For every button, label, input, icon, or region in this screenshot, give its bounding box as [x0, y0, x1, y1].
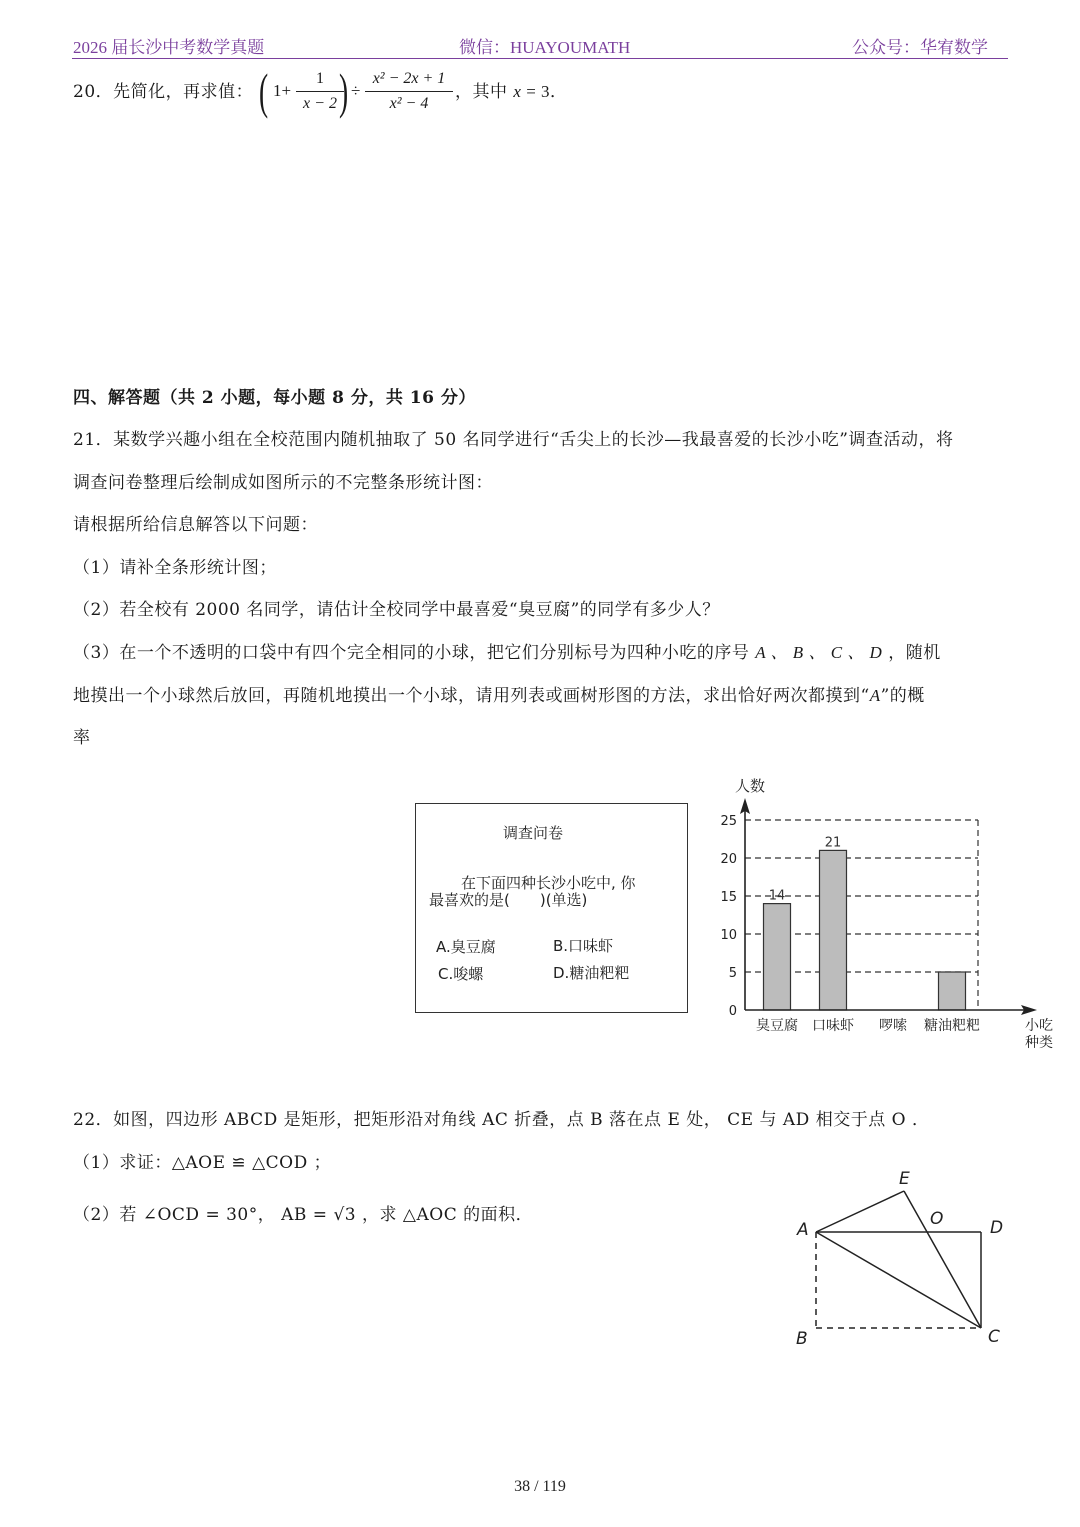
- category-label-2: 口味虾: [812, 1018, 854, 1034]
- bar-label-2: 21: [824, 835, 842, 851]
- q20-divide: ÷: [351, 81, 361, 100]
- fraction-bar: [365, 91, 453, 92]
- label-d: D: [990, 1218, 1004, 1238]
- q20-suffix-a: ，其中: [455, 82, 508, 102]
- fraction-bar: [296, 91, 344, 92]
- chart-x-label-line2: 种类: [1025, 1035, 1053, 1051]
- q21-p3b-text: 地摸出一个小球然后放回，再随机地摸出一个小球，请用列表或画树形图的方法，求出恰好两次都摸到“: [73, 686, 870, 706]
- y-tick-0: 0: [728, 1004, 737, 1019]
- bar-1: [764, 904, 791, 1010]
- category-label-1: 臭豆腐: [756, 1018, 798, 1034]
- chart-bars: [764, 835, 966, 1010]
- q20-f2-num: x² − 2x + 1: [372, 70, 446, 87]
- q22-part1: （1）求证：△AOE ≌ △COD ；: [73, 1153, 332, 1173]
- category-label-4: 糖油粑粑: [924, 1018, 980, 1034]
- q21-p3b-end: ”的概: [880, 686, 925, 706]
- bar-2: [820, 850, 847, 1010]
- bar-4: [939, 972, 966, 1010]
- header-right: 公众号：华宥数学: [852, 38, 988, 57]
- chart-x-label-line1: 小吃: [1025, 1018, 1053, 1034]
- label-o: O: [930, 1209, 944, 1229]
- chart-categories: [756, 1017, 980, 1034]
- survey-option-a: A.臭豆腐: [436, 938, 496, 956]
- category-label-3: 啰嗦: [879, 1018, 907, 1034]
- q20-one-plus: 1+: [273, 81, 292, 100]
- label-a: A: [797, 1220, 809, 1240]
- q20-fraction-1: [296, 68, 344, 115]
- bar-label-1: 14: [768, 888, 786, 904]
- y-tick-10: 10: [720, 928, 737, 943]
- q21-line2: 调查问卷整理后绘制成如图所示的不完整条形统计图：: [73, 473, 493, 493]
- label-e: E: [899, 1169, 910, 1189]
- q22-line1: 22．如图，四边形 ABCD 是矩形，把矩形沿对角线 AC 折叠，点 B 落在点 E 处， CE 与 AD 相交于点 O ．: [73, 1110, 930, 1130]
- q21-line1: 21．某数学兴趣小组在全校范围内随机抽取了 50 名同学进行“舌尖上的长沙—我最喜爱的长沙小吃”调查活动，将: [73, 430, 954, 450]
- survey-title: 调查问卷: [503, 824, 564, 842]
- q21-part3-line1: [73, 641, 941, 665]
- segment-ac: [816, 1232, 981, 1328]
- y-tick-20: 20: [720, 852, 737, 867]
- header-center: 微信：HUAYOUMATH: [459, 38, 631, 57]
- section-4-heading: 四、解答题（共 2 小题，每小题 8 分，共 16 分）: [73, 388, 476, 408]
- q20-fraction-2: [365, 68, 453, 115]
- survey-question-line2: 最喜欢的是( )(单选): [429, 891, 588, 909]
- q20-suffix: [455, 80, 568, 104]
- survey-option-b: B.口味虾: [553, 937, 614, 955]
- chart-ticks: [720, 814, 737, 1019]
- q20-var-x: x: [513, 82, 522, 101]
- segment-ae: [816, 1191, 904, 1232]
- survey-questionnaire: [415, 803, 688, 1013]
- survey-option-c: C.唆螺: [438, 965, 484, 983]
- rectangle-fold-figure: [785, 1160, 1035, 1360]
- q20-f1-den: x − 2: [303, 95, 337, 112]
- survey-option-d: D.糖油粑粑: [553, 964, 630, 982]
- label-c: C: [988, 1327, 1000, 1347]
- header-divider: [72, 58, 1008, 59]
- q21-part3-line3: 率: [73, 728, 91, 748]
- q20-paren-open: (: [259, 63, 269, 119]
- header-left: 2026 届长沙中考数学真题: [73, 38, 265, 57]
- q21-p3a-vars: A 、 B 、 C 、 D: [755, 643, 883, 662]
- bar-chart: [715, 770, 1060, 1060]
- q20-f1-num: 1: [316, 70, 324, 87]
- q21-part3-line2: [73, 684, 925, 708]
- q21-line3: 请根据所给信息解答以下问题：: [73, 515, 318, 535]
- label-b: B: [796, 1329, 808, 1349]
- q21-part2: （2）若全校有 2000 名同学，请估计全校同学中最喜爱“臭豆腐”的同学有多少人？: [73, 600, 720, 620]
- q21-p3a-end: ，随机: [888, 643, 941, 663]
- q20-f2-den: x² − 4: [389, 95, 429, 112]
- q22-part2: （2）若 ∠OCD = 30°， AB = √3 ，求 △AOC 的面积．: [73, 1205, 534, 1225]
- y-tick-25: 25: [720, 814, 737, 829]
- q21-p3b-var: A: [869, 686, 881, 705]
- chart-y-label: 人数: [735, 777, 766, 795]
- q20-suffix-b: = 3．: [521, 82, 568, 101]
- q21-part1: （1）请补全条形统计图；: [73, 558, 277, 578]
- q20-prefix: 20．先简化，再求值：: [73, 82, 254, 102]
- y-tick-5: 5: [728, 966, 737, 981]
- y-tick-15: 15: [720, 890, 737, 905]
- survey-question-line1: 在下面四种长沙小吃中, 你: [461, 874, 636, 892]
- q21-p3a-text: （3）在一个不透明的口袋中有四个完全相同的小球，把它们分别标号为四种小吃的序号: [73, 643, 750, 663]
- q20-paren-close: ): [339, 63, 349, 119]
- page-number: 38 / 119: [514, 1478, 566, 1495]
